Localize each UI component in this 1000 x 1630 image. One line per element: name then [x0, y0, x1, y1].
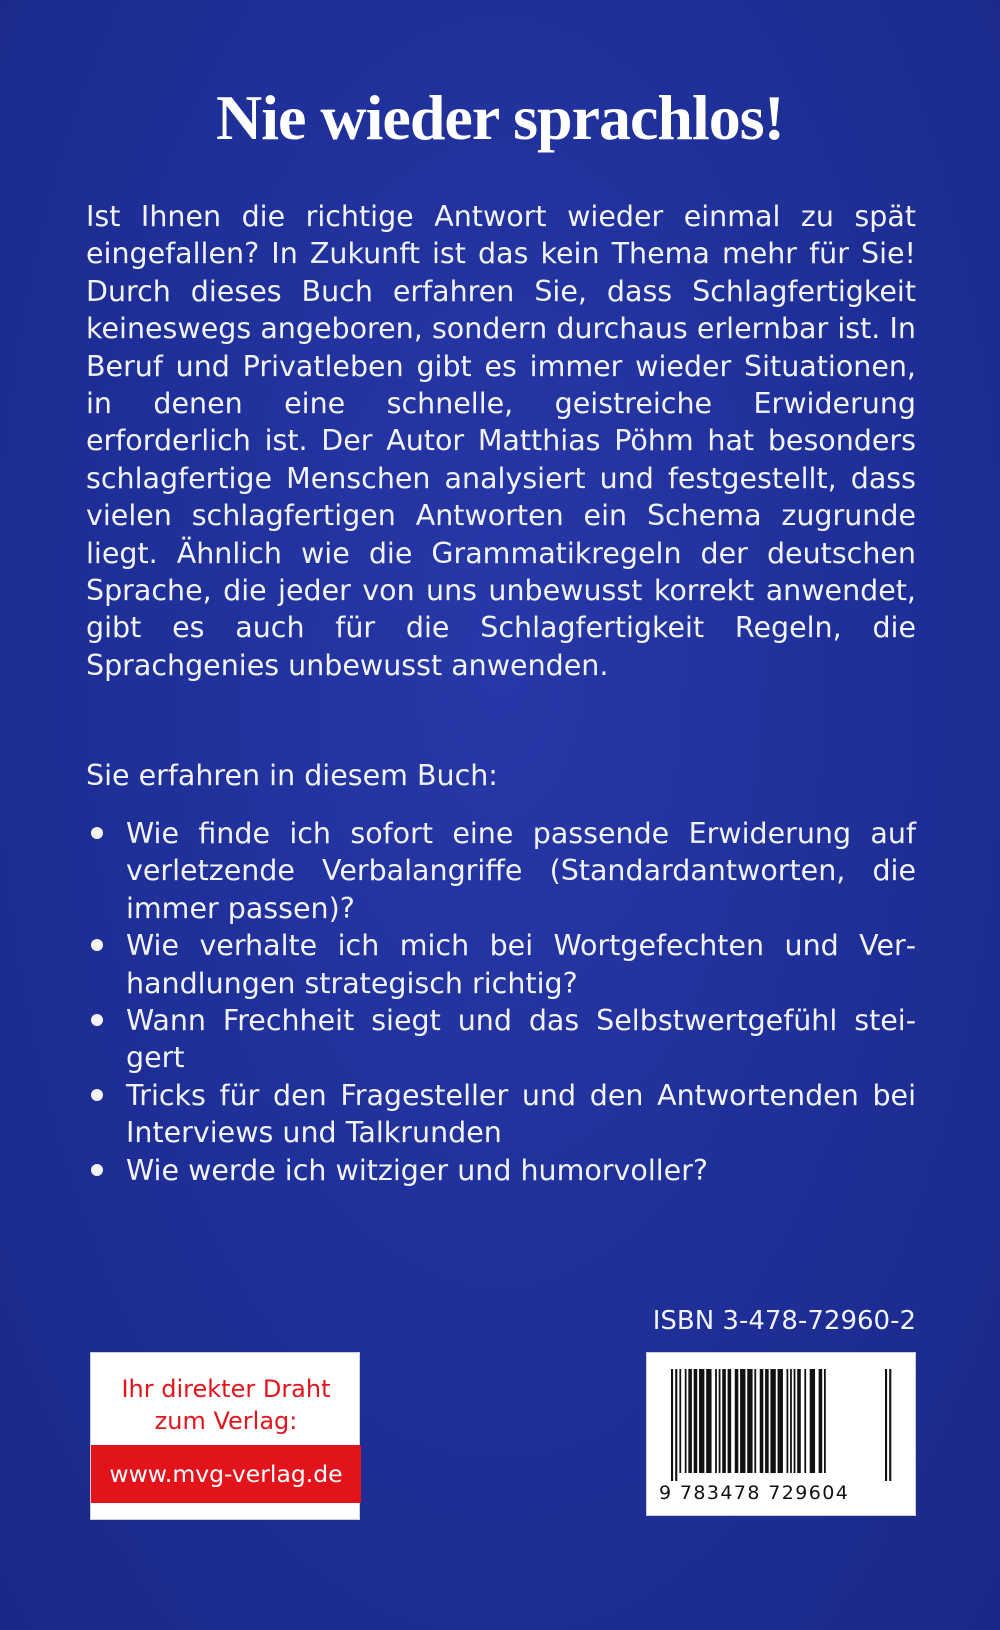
list-item	[86, 927, 916, 1002]
list-item	[86, 1077, 916, 1152]
barcode-bar	[715, 1369, 717, 1473]
list-item-text: Tricks für den Fragesteller und den Antwortenden bei Interviews und Talkrunden	[126, 1078, 916, 1150]
blurb-paragraph: Ist Ihnen die richtige Antwort wieder einmal zu spät eingefallen? In Zukunft ist das kein Thema mehr für Sie! Durch dieses Buch erfahren Sie, dass Schlagfertigkeit keineswegs angeboren, sondern durchaus erlernbar ist. In Beruf und Privatleben gibt es immer wieder Situationen, in denen eine schnelle, geistreiche Erwiderung erforderlich ist. Der Autor Matthias Pöhm hat besonders schlagfertige Menschen analysiert und festgestellt, dass vielen schlagfertigen Antworten ein Schema zugrunde liegt. Ähnlich wie die Grammatikregeln der deutschen Sprache, die jeder von uns unbewusst korrekt anwendet, gibt es auch für die Schlagfertigkeit Regeln, die Sprachgenies unbewusst anwenden.	[86, 200, 916, 682]
list-item-text: Wie verhalte ich mich bei Wortgefechten und Verhandlungen strategisch richtig?	[126, 929, 916, 1000]
barcode-bar	[824, 1369, 826, 1473]
bullet-icon	[91, 1014, 103, 1026]
barcode-bar	[778, 1369, 783, 1473]
list-item	[86, 1002, 916, 1077]
barcode-bar	[719, 1369, 721, 1473]
barcode-bar	[787, 1369, 789, 1473]
barcode-bar	[889, 1369, 891, 1481]
barcode-bar	[735, 1369, 739, 1473]
barcode-bar	[765, 1369, 769, 1473]
barcode-bar	[671, 1369, 673, 1481]
barcode-box	[646, 1352, 916, 1516]
barcode-bar	[679, 1369, 681, 1473]
list-item-text: Wie finde ich sofort eine passende Erwiderung auf verletzende Verbalangriffe (Standardantworten, die immer passen)?	[126, 817, 916, 925]
isbn-label: ISBN 3-478-72960-2	[652, 1306, 916, 1336]
list-item-text: Wie werde ich witziger und humorvoller?	[126, 1153, 709, 1187]
contact-heading	[91, 1373, 361, 1437]
barcode-bar	[675, 1369, 677, 1481]
list-item-text: Wann Frechheit siegt und das Selbstwertgefühl steigert	[126, 1004, 916, 1075]
bullet-intro: Sie erfahren in diesem Buch:	[86, 759, 498, 792]
barcode-digits: 9 783478 729604	[659, 1482, 850, 1504]
barcode-bar	[722, 1369, 726, 1473]
barcode-bar	[885, 1369, 887, 1481]
barcode-bar	[819, 1369, 823, 1473]
barcode-bar	[794, 1369, 796, 1473]
bullet-icon	[91, 827, 103, 839]
contact-line-2: zum Verlag:	[154, 1407, 298, 1435]
barcode-bar	[804, 1369, 806, 1473]
publisher-contact-box	[90, 1352, 360, 1520]
publisher-url-link[interactable]: www.mvg-verlag.de	[91, 1445, 361, 1503]
list-item	[86, 815, 916, 927]
contact-line-1: Ihr direkter Draht	[121, 1375, 331, 1403]
barcode-bar	[694, 1369, 698, 1473]
bullet-icon	[91, 1089, 103, 1101]
barcode-bar	[699, 1369, 704, 1473]
barcode-bar	[754, 1369, 756, 1473]
benefit-list	[86, 815, 916, 1189]
barcode-bar	[728, 1369, 732, 1473]
barcode-bar	[770, 1369, 775, 1473]
barcode-bar	[747, 1369, 752, 1473]
barcode-bar	[685, 1369, 687, 1473]
barcode-bar	[790, 1369, 792, 1473]
barcode-bar	[797, 1369, 801, 1473]
barcode-bar	[706, 1369, 711, 1473]
barcode-bar	[688, 1369, 692, 1473]
barcode-bar	[740, 1369, 745, 1473]
bullet-icon	[91, 1164, 103, 1176]
list-item	[86, 1152, 916, 1189]
barcode-bar	[760, 1369, 764, 1473]
cover-title: Nie wieder sprachlos!	[216, 82, 784, 153]
bullet-icon	[91, 939, 103, 951]
barcode-bar	[810, 1369, 815, 1473]
